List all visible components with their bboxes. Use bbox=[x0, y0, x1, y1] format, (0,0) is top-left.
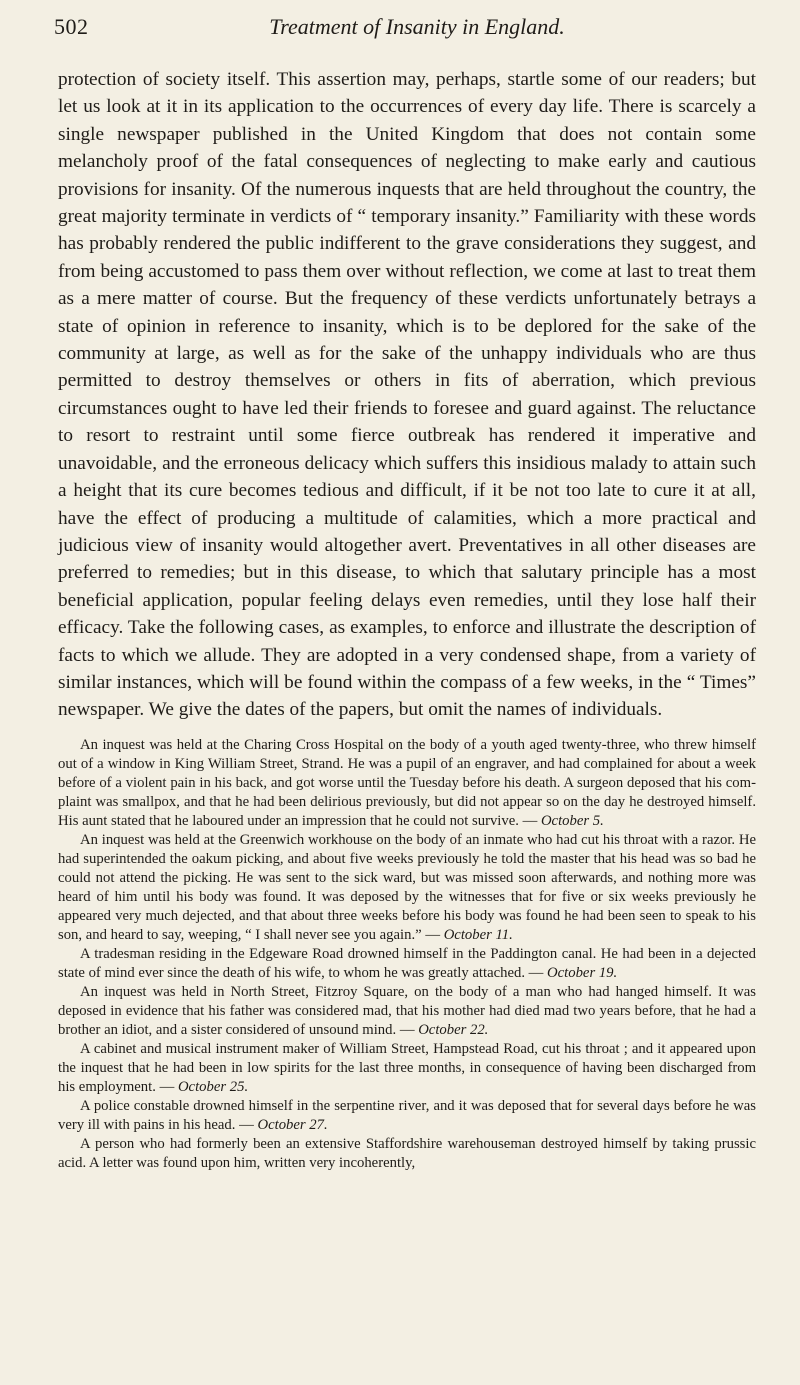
case-entry bbox=[58, 831, 756, 945]
case-text: A tradesman residing in the Edgeware Road drowned himself in the Paddington canal. He had been in a dejected state of mind ever since the death of his wife, to whom he was greatly attached. — bbox=[58, 945, 756, 981]
page-header bbox=[54, 14, 756, 48]
case-entry bbox=[58, 945, 756, 983]
case-entry bbox=[58, 983, 756, 1040]
case-date: October 25. bbox=[177, 1078, 249, 1095]
case-date: October 5. bbox=[540, 812, 604, 829]
case-date: October 11. bbox=[443, 926, 513, 943]
case-entry bbox=[58, 1040, 756, 1097]
case-entry bbox=[58, 736, 756, 831]
case-text: A cabinet and musical instrument maker of William Street, Hampstead Road, cut his throat ; and it appeared upon the inquest that he had been in low spirits for the last three months, in consequence of having been discharged from his employment. — bbox=[58, 1040, 756, 1095]
newspaper-cases bbox=[58, 736, 756, 1173]
case-entry bbox=[58, 1097, 756, 1135]
page-number: 502 bbox=[54, 14, 89, 39]
case-date: October 19. bbox=[547, 964, 618, 981]
case-date: October 27. bbox=[257, 1116, 328, 1133]
case-text: An inquest was held at the Greenwich workhouse on the body of an inmate who had cut his throat with a razor. He had superintended the oakum picking, and about five weeks previously he told the master that his head was so bad he could not attend the picking. He was sent to the sick ward, but was missed soon afterwards, and nothing more was heard of him until his body was found. It was deposed by the witnesses that for five or six weeks previously he appeared very much dejected, and that about three weeks before his body was found he had been seen to speak to his son, and heard to say, weeping, “ I shall never see you again.” — bbox=[58, 831, 756, 943]
running-title: Treatment of Insanity in England. bbox=[269, 14, 565, 39]
case-entry bbox=[58, 1135, 756, 1173]
case-text: A person who had formerly been an extensive Staffordshire warehouseman destroyed himself by taking prussic acid. A letter was found upon him, written very incoherently, bbox=[58, 1135, 756, 1171]
case-text: An inquest was held in North Street, Fitzroy Square, on the body of a man who had hanged himself. It was deposed in evidence that his father was considered mad, that his mother had died mad two years before, that he had a brother an idiot, and a sister considered of unsound mind. — bbox=[58, 983, 756, 1038]
case-date: October 22. bbox=[418, 1021, 489, 1038]
main-paragraph: protection of society itself. This assertion may, perhaps, startle some of our readers; but let us look at it in its application to the occurrences of every day life. There is scarcely a single newspaper published in the United Kingdom that does not contain some melancholy proof of the fatal consequences of neglecting to make early and cautious provisions for insanity. Of the numerous inquests that are held throughout the country, the great majority terminate in verdicts of “ temporary insanity.” Familiarity with these words has probably rendered the public indifferent to the grave considerations they suggest, and from being accustomed to pass them over without reflection, we come at last to treat them as a mere matter of course. But the frequency of these verdicts unfortunately betrays a state of opinion in reference to insanity, which is to be deplored for the sake of the community at large, as well as for the sake of the unhappy individuals who are thus permitted to destroy themselves or others in fits of aberration, which previous circumstances ought to have led their friends to foresee and guard against. The reluctance to resort to restraint until some fierce outbreak has rendered it imperative and unavoidable, and the erroneous delicacy which suffers this insidious malady to attain such a height that its cure becomes tedious and difficult, if it be not too late to cure it at all, have the effect of producing a multitude of calamities, which a more practical and judicious view of insanity would altogether avert. Preventatives in all other diseases are preferred to remedies; but in this disease, to which that salutary principle has a most beneficial application, popular feeling delays even remedies, until they lose half their efficacy. Take the following cases, as examples, to enforce and illustrate the description of facts to which we allude. They are adopted in a very condensed shape, from a variety of similar instances, which will be found within the compass of a few weeks, in the “ Times” newspaper. We give the dates of the papers, but omit the names of individuals. bbox=[58, 69, 756, 721]
case-text: An inquest was held at the Charing Cross Hospital on the body of a youth aged twenty-three, who threw himself out of a window in King William Street, Strand. He was a pupil of an engraver, and had complained for about a week before of a violent pain in his back, and got worse until the Tuesday before his death. A surgeon deposed that his complaint was smallpox, and that he had been delirious previously, but did not appear so on the day he destroyed himself. His aunt stated that he laboured under an impression that he could not survive. — bbox=[58, 736, 756, 829]
case-text: A police constable drowned himself in the serpentine river, and it was deposed that for several days before he was very ill with pains in his head. — bbox=[58, 1097, 756, 1133]
